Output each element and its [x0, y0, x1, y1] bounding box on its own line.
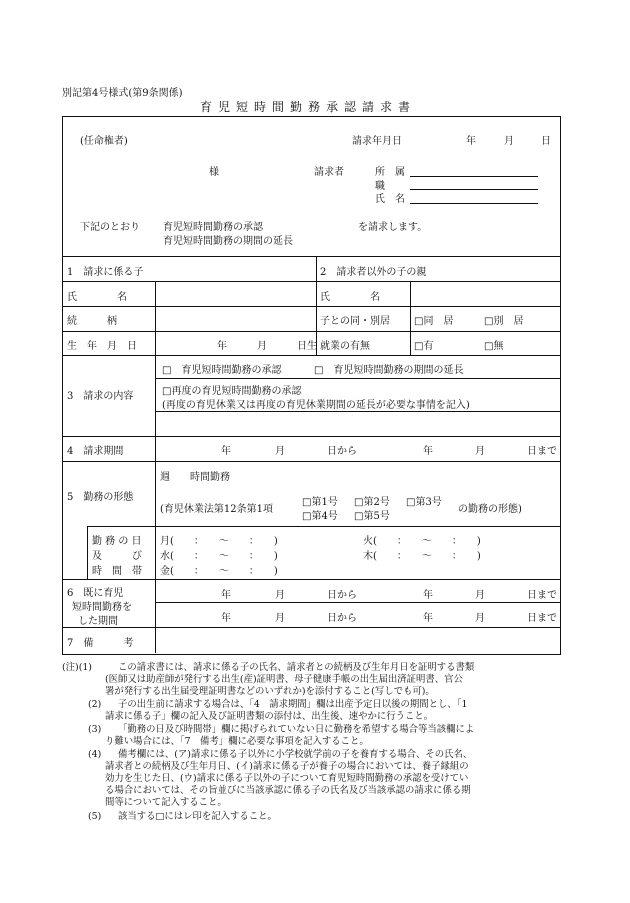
note-2-line-2: 請求に係る子」欄の記入及び証明書類の添付は、出生後、速やかに行うこと。	[105, 711, 434, 722]
note-5-line-1: 該当する□にはレ印を記入すること。	[118, 811, 277, 822]
sec4-month-1: 月	[275, 446, 285, 457]
note-1-line-3: 署が発行する出生届受理証明書などのいずれか)を添付すること(写しでも可)。	[105, 686, 435, 697]
wednesday-hours: 水( ： 〜 ： )	[160, 551, 278, 562]
position-label: 職	[375, 181, 385, 192]
note-4-line-2: 請求者との続柄及び生年月日、(イ)請求に係る子が養子の場合においては、養子縁組の	[105, 761, 469, 772]
monday-hours: 月( ： 〜 ： )	[160, 536, 278, 547]
sec6-r1-year-2: 年	[423, 590, 433, 601]
addressee-sama: 様	[209, 167, 219, 178]
note-5-head: (5)	[88, 811, 102, 822]
sec4-label: 4 請求期間	[67, 446, 124, 457]
sec6-label-3: した期間	[78, 616, 118, 627]
workday-label-1: 勤 務 の 日	[92, 536, 142, 547]
law-item-5-checkbox[interactable]: □第5号	[354, 511, 390, 522]
note-4-line-4: る場合においては、その旨並びに当該承認に係る子の氏名及び当該承認の請求に係る期	[105, 785, 471, 796]
rule-sec4	[62, 436, 560, 437]
law-item-2-checkbox[interactable]: □第2号	[354, 497, 390, 508]
rule-r4	[62, 331, 560, 332]
weekly-hours: 週 時間勤務	[160, 472, 230, 483]
rule-r3	[62, 306, 560, 307]
sec3-extension-checkbox[interactable]: □ 育児短時間勤務の期間の延長	[314, 365, 464, 376]
date-month: 月	[504, 136, 514, 147]
note-3-line-2: り難い場合には、「7 備考」欄に必要な事項を記入すること。	[105, 736, 369, 747]
col-left-label-1	[155, 281, 156, 356]
sec6-r2-year-2: 年	[423, 613, 433, 624]
col-right-label	[410, 281, 411, 356]
employment-yes-checkbox[interactable]: □有	[414, 341, 434, 352]
law-item-1-checkbox[interactable]: □第1号	[302, 497, 338, 508]
tuesday-hours: 火( ： 〜 ： )	[363, 536, 481, 547]
request-option-extension: 育児短時間勤務の期間の延長	[163, 236, 293, 247]
sec3-label: 3 請求の内容	[67, 391, 134, 402]
request-statement: を請求します。	[358, 222, 428, 233]
rule-sec3-b	[155, 411, 560, 412]
rule-sec3	[62, 355, 560, 356]
appointer-label: (任命権者)	[80, 136, 128, 147]
sec5-label: 5 勤務の形態	[67, 492, 134, 503]
rule-sec3-a	[155, 378, 560, 379]
affiliation-label: 所 属	[375, 167, 405, 178]
rule-r2	[62, 281, 560, 282]
sec4-from: 日から	[327, 446, 357, 457]
rule-sec5-sub	[87, 526, 560, 527]
sec6-r1-to: 日まで	[527, 590, 557, 601]
employment-no-checkbox[interactable]: □無	[484, 341, 504, 352]
child-birth-value: 年 月 日生	[217, 341, 317, 352]
note-1-line-1: この請求書には、請求に係る子の氏名、請求者との続柄及び生年月日を証明する書類	[118, 662, 475, 673]
friday-hours: 金( ： 〜 ： )	[160, 566, 278, 577]
note-2-head: (2)	[88, 699, 102, 710]
affiliation-field[interactable]	[410, 176, 538, 177]
note-1-line-2: (医師又は助産師が発行する出生(産)証明書、母子健康手帳の出生届出済証明書、官公	[105, 674, 463, 685]
sec6-r1-month-2: 月	[475, 590, 485, 601]
rule-sec6	[62, 579, 560, 580]
law-reference: (育児休業法第12条第1項	[160, 504, 273, 515]
note-4-line-1: 備考欄には、(ア)請求に係る子以外に小学校就学前の子を養育する場合、その氏名、	[118, 749, 473, 760]
sec6-r2-from: 日から	[327, 613, 357, 624]
sec6-r2-month: 月	[275, 613, 285, 624]
rule-sec7	[62, 627, 560, 628]
work-form-suffix: の勤務の形態)	[458, 504, 522, 515]
col-sub-indent	[87, 526, 88, 580]
request-date-label: 請求年月日	[352, 136, 402, 147]
note-1-head: (注)(1)	[62, 662, 92, 673]
sec6-r2-month-2: 月	[475, 613, 485, 624]
child-name-label: 氏 名	[67, 292, 127, 303]
sec6-r1-from: 日から	[327, 590, 357, 601]
law-item-3-checkbox[interactable]: □第3号	[406, 497, 442, 508]
thursday-hours: 木( ： 〜 ： )	[363, 551, 481, 562]
note-3-line-1: 「勤務の日及び時間帯」欄に掲げられていない日に勤務を希望する場合等当該欄によ	[118, 724, 475, 735]
cohabit-label: 子との同・別居	[320, 316, 390, 327]
law-item-4-checkbox[interactable]: □第4号	[302, 511, 338, 522]
rule-sec5	[62, 461, 560, 462]
sec6-r1-month: 月	[275, 590, 285, 601]
sec2-header: 2 請求者以外の子の親	[320, 267, 427, 278]
sec4-month-2: 月	[475, 446, 485, 457]
sec4-year-1: 年	[221, 446, 231, 457]
sec6-r2-year: 年	[221, 613, 231, 624]
sec6-r1-year: 年	[221, 590, 231, 601]
request-option-approval: 育児短時間勤務の承認	[163, 222, 263, 233]
workday-label-2: 及 び	[92, 551, 142, 562]
parent-name-label: 氏 名	[320, 292, 380, 303]
sec1-header: 1 請求に係る子	[67, 267, 144, 278]
child-birth-label: 生 年 月 日	[67, 341, 137, 352]
sec6-label-2: 短時間勤務を	[72, 602, 132, 613]
date-day: 日	[541, 136, 551, 147]
requester-label: 請求者	[314, 167, 344, 178]
col-left-label-2	[155, 355, 156, 653]
sec7-label: 7 備 考	[67, 638, 134, 649]
note-3-head: (3)	[88, 724, 102, 735]
rule-sec6-mid	[155, 602, 560, 603]
sec3-reason-note: (再度の育児休業又は再度の育児休業期間の延長が必要な事情を記入)	[162, 400, 470, 411]
name-field[interactable]	[410, 203, 538, 204]
as-below-text: 下記のとおり	[80, 222, 140, 233]
position-field[interactable]	[410, 189, 538, 190]
sec4-year-2: 年	[423, 446, 433, 457]
cohabit-separate-checkbox[interactable]: □別 居	[484, 316, 524, 327]
sec3-reapproval-checkbox[interactable]: □再度の育児短時間勤務の承認	[162, 386, 302, 397]
note-4-line-3: 効力を生じた日、(ウ)請求に係る子以外の子について育児短時間勤務の承認を受けてい	[105, 773, 469, 784]
workday-label-3: 時 間 帯	[92, 566, 142, 577]
form-number: 別記第4号様式(第9条関係)	[62, 88, 183, 99]
rule-sec1	[62, 256, 560, 257]
employment-label: 就業の有無	[320, 341, 370, 352]
sec6-label-1: 6 既に育児	[67, 588, 124, 599]
date-year: 年	[466, 136, 476, 147]
note-2-line-1: 子の出生前に請求する場合は、「4 請求期間」欄は出産予定日以後の期間とし、「1	[118, 699, 468, 710]
child-relation-label: 続 柄	[67, 316, 117, 327]
note-4-head: (4)	[88, 749, 102, 760]
sec3-approval-checkbox[interactable]: □ 育児短時間勤務の承認	[162, 365, 282, 376]
name-label: 氏 名	[375, 194, 405, 205]
page-title: 育児短時間勤務承認請求書	[200, 100, 417, 114]
sec4-to: 日まで	[527, 446, 557, 457]
sec6-r2-to: 日まで	[527, 613, 557, 624]
note-4-line-5: 間等について記入すること。	[105, 797, 227, 808]
cohabit-same-checkbox[interactable]: □同 居	[414, 316, 454, 327]
